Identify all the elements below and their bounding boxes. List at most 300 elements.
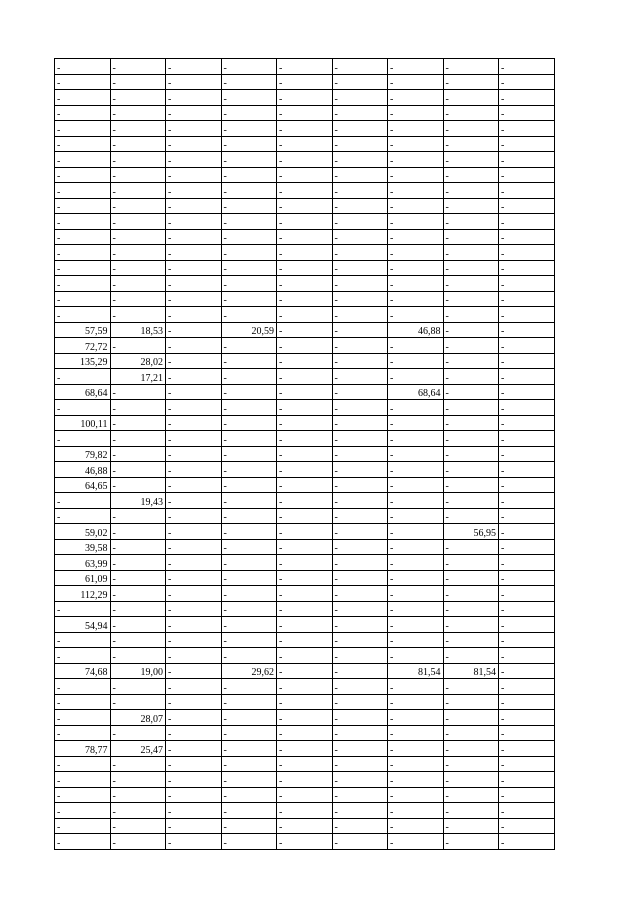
table-cell: - [332,276,388,292]
table-cell: - [388,818,444,834]
table-cell: - [277,152,333,168]
table-row [55,105,555,121]
table-row [55,493,555,509]
table-cell: - [110,136,166,152]
table-cell: - [499,415,555,431]
table-cell: - [110,834,166,850]
table-cell: - [388,214,444,230]
table-cell: - [388,229,444,245]
table-cell: - [166,555,222,571]
table-cell: - [166,446,222,462]
table-cell: - [55,803,111,819]
table-cell: - [499,276,555,292]
table-cell: - [443,756,499,772]
table-cell: - [388,353,444,369]
table-cell: 78,77 [55,741,111,757]
table-cell: - [332,524,388,540]
table-cell: - [110,59,166,75]
table-cell: - [388,446,444,462]
table-cell: - [499,818,555,834]
table-cell: - [443,555,499,571]
table-cell: - [332,152,388,168]
table-cell: - [277,245,333,261]
table-row [55,167,555,183]
table-cell: - [110,198,166,214]
table-cell: - [166,803,222,819]
table-row [55,803,555,819]
table-cell: - [166,291,222,307]
table-cell: - [443,291,499,307]
table-cell: - [388,307,444,323]
table-cell: - [332,617,388,633]
table-cell: - [332,694,388,710]
table-cell: - [499,462,555,478]
table-cell: - [499,632,555,648]
table-cell: - [55,291,111,307]
table-cell: - [443,648,499,664]
table-cell: - [388,369,444,385]
table-cell: - [110,384,166,400]
table-cell: - [499,772,555,788]
table-cell: - [332,136,388,152]
table-cell: 28,02 [110,353,166,369]
table-cell: - [388,694,444,710]
table-cell: - [221,462,277,478]
table-cell: 61,09 [55,570,111,586]
table-cell: - [388,648,444,664]
table-cell: - [499,260,555,276]
table-cell: - [166,90,222,106]
table-cell: - [277,338,333,354]
table-cell: - [166,818,222,834]
table-cell: - [166,586,222,602]
table-cell: - [499,617,555,633]
table-cell: - [55,152,111,168]
table-cell: - [443,462,499,478]
table-cell: 68,64 [388,384,444,400]
table-cell: - [332,400,388,416]
table-cell: - [499,245,555,261]
table-cell: - [221,260,277,276]
table-cell: - [388,834,444,850]
table-cell: - [110,539,166,555]
table-cell: - [277,772,333,788]
table-cell: - [499,291,555,307]
table-cell: - [166,384,222,400]
table-cell: - [166,787,222,803]
table-cell: - [332,663,388,679]
table-cell: - [332,121,388,137]
table-cell: - [221,136,277,152]
table-cell: - [110,617,166,633]
table-cell: - [277,462,333,478]
table-cell: - [221,617,277,633]
table-row [55,59,555,75]
table-row [55,787,555,803]
table-row [55,648,555,664]
table-row [55,90,555,106]
table-cell: - [55,632,111,648]
table-cell: - [110,570,166,586]
table-cell: - [221,477,277,493]
table-cell: - [388,105,444,121]
table-cell: - [166,679,222,695]
table-cell: - [166,260,222,276]
table-cell: - [443,152,499,168]
table-cell: - [443,136,499,152]
table-cell: 19,43 [110,493,166,509]
table-cell: - [388,167,444,183]
table-cell: - [55,725,111,741]
table-cell: - [332,338,388,354]
table-cell: - [332,586,388,602]
table-row [55,400,555,416]
table-cell: - [443,446,499,462]
table-cell: - [332,539,388,555]
table-cell: - [166,663,222,679]
table-cell: - [277,183,333,199]
table-cell: - [277,214,333,230]
table-cell: 72,72 [55,338,111,354]
table-cell: - [332,105,388,121]
table-row [55,818,555,834]
table-cell: - [166,508,222,524]
table-cell: - [388,586,444,602]
table-cell: - [332,431,388,447]
table-cell: 18,53 [110,322,166,338]
table-cell: - [388,276,444,292]
table-cell: - [499,322,555,338]
table-cell: - [221,152,277,168]
table-cell: - [277,276,333,292]
table-cell: - [166,183,222,199]
table-cell: - [499,229,555,245]
table-cell: - [277,74,333,90]
table-cell: - [443,276,499,292]
table-cell: - [443,245,499,261]
table-cell: - [221,555,277,571]
table-row [55,772,555,788]
table-cell: - [388,121,444,137]
table-cell: - [166,648,222,664]
table-cell: - [443,710,499,726]
table-cell: - [277,353,333,369]
table-cell: - [277,725,333,741]
table-cell: - [221,384,277,400]
table-cell: 29,62 [221,663,277,679]
table-cell: - [221,601,277,617]
table-cell: - [388,508,444,524]
table-row [55,229,555,245]
table-cell: - [166,415,222,431]
table-cell: - [499,214,555,230]
table-cell: - [499,679,555,695]
table-cell: - [166,152,222,168]
table-cell: - [166,400,222,416]
table-cell: - [332,59,388,75]
table-cell: - [55,214,111,230]
table-cell: - [443,384,499,400]
table-cell: - [110,508,166,524]
table-cell: - [221,725,277,741]
table-cell: - [110,167,166,183]
table-cell: - [166,617,222,633]
table-cell: - [277,741,333,757]
table-cell: - [277,136,333,152]
table-cell: - [443,167,499,183]
table-cell: - [221,834,277,850]
table-cell: 81,54 [388,663,444,679]
table-cell: - [166,539,222,555]
table-cell: - [277,818,333,834]
table-cell: - [332,245,388,261]
table-row [55,524,555,540]
table-cell: - [332,632,388,648]
table-cell: - [55,787,111,803]
table-cell: - [55,601,111,617]
table-cell: - [332,601,388,617]
table-cell: - [277,710,333,726]
table-cell: - [388,555,444,571]
table-cell: - [277,121,333,137]
table-cell: - [221,586,277,602]
table-cell: - [110,462,166,478]
table-row [55,353,555,369]
table-cell: - [277,632,333,648]
table-cell: - [388,291,444,307]
table-cell: - [55,710,111,726]
table-cell: - [332,167,388,183]
table-cell: - [221,59,277,75]
table-cell: - [166,431,222,447]
table-cell: - [277,384,333,400]
table-cell: - [221,679,277,695]
table-cell: - [221,198,277,214]
table-row [55,245,555,261]
table-cell: - [55,90,111,106]
table-cell: - [332,229,388,245]
table-cell: - [110,446,166,462]
table-cell: - [443,214,499,230]
table-cell: - [332,493,388,509]
table-cell: - [55,400,111,416]
table-cell: - [332,772,388,788]
table-cell: - [277,400,333,416]
table-cell: - [443,400,499,416]
table-cell: - [110,524,166,540]
table-cell: - [221,539,277,555]
table-cell: - [499,152,555,168]
table-cell: 100,11 [55,415,111,431]
table-cell: - [166,632,222,648]
table-cell: - [443,74,499,90]
table-cell: - [221,105,277,121]
table-cell: - [499,663,555,679]
table-row [55,756,555,772]
table-cell: - [110,400,166,416]
table-cell: - [221,229,277,245]
table-cell: - [166,725,222,741]
table-cell: - [55,260,111,276]
table-row [55,307,555,323]
table-cell: - [277,524,333,540]
table-cell: - [499,834,555,850]
table-cell: - [110,725,166,741]
table-cell: - [55,198,111,214]
table-cell: - [499,90,555,106]
table-cell: - [332,741,388,757]
table-cell: - [277,198,333,214]
table-row [55,152,555,168]
table-cell: - [166,307,222,323]
table-cell: - [443,617,499,633]
table-row [55,508,555,524]
table-cell: - [277,291,333,307]
table-cell: - [499,539,555,555]
table-cell: - [388,338,444,354]
table-cell: 63,99 [55,555,111,571]
table-cell: - [221,291,277,307]
table-cell: - [443,818,499,834]
table-cell: - [110,555,166,571]
table-row [55,555,555,571]
table-cell: - [55,694,111,710]
table-cell: - [55,369,111,385]
table-cell: - [221,245,277,261]
table-cell: - [388,524,444,540]
table-cell: - [221,493,277,509]
table-cell: - [499,183,555,199]
table-row [55,617,555,633]
table-row [55,539,555,555]
table-row [55,710,555,726]
table-cell: - [110,632,166,648]
table-cell: - [388,570,444,586]
table-cell: - [55,307,111,323]
table-cell: - [110,601,166,617]
table-cell: - [110,291,166,307]
table-cell: - [499,446,555,462]
table-cell: - [166,121,222,137]
table-cell: 46,88 [388,322,444,338]
table-cell: - [499,555,555,571]
table-cell: - [277,446,333,462]
table-cell: - [388,477,444,493]
table-cell: - [388,90,444,106]
table-row [55,663,555,679]
table-row [55,198,555,214]
table-cell: - [332,214,388,230]
table-cell: - [110,74,166,90]
table-cell: 28,07 [110,710,166,726]
table-cell: - [166,322,222,338]
table-cell: - [166,214,222,230]
table-cell: - [499,74,555,90]
table-row [55,601,555,617]
table-row [55,679,555,695]
table-cell: - [499,198,555,214]
table-cell: - [332,648,388,664]
table-cell: - [166,524,222,540]
table-cell: - [277,570,333,586]
table-cell: - [443,229,499,245]
table-cell: - [388,136,444,152]
table-cell: - [332,803,388,819]
table-cell: - [443,694,499,710]
table-cell: - [277,787,333,803]
table-cell: - [110,415,166,431]
table-row [55,136,555,152]
table-cell: - [110,586,166,602]
table-cell: - [277,477,333,493]
table-cell: - [499,136,555,152]
table-cell: 79,82 [55,446,111,462]
table-cell: - [221,818,277,834]
table-row [55,431,555,447]
table-cell: - [55,74,111,90]
table-cell: - [388,725,444,741]
table-cell: - [499,477,555,493]
table-cell: - [443,307,499,323]
table-row [55,632,555,648]
table-cell: - [55,648,111,664]
table-row [55,322,555,338]
table-cell: - [388,415,444,431]
table-cell: 56,95 [443,524,499,540]
table-cell: - [221,400,277,416]
table-cell: - [166,245,222,261]
table-cell: - [166,105,222,121]
table-cell: - [166,369,222,385]
table-cell: - [332,291,388,307]
table-cell: - [221,431,277,447]
table-cell: - [388,772,444,788]
table-cell: - [110,214,166,230]
table-cell: - [499,431,555,447]
table-cell: - [499,570,555,586]
table-cell: - [110,90,166,106]
table-cell: - [221,276,277,292]
table-cell: - [221,803,277,819]
table-cell: 19,00 [110,663,166,679]
table-cell: - [499,787,555,803]
table-row [55,415,555,431]
table-cell: - [221,570,277,586]
table-cell: - [443,322,499,338]
table-cell: - [221,694,277,710]
table-cell: - [166,59,222,75]
table-cell: - [277,260,333,276]
table-row [55,446,555,462]
table-cell: - [443,741,499,757]
table-cell: - [499,756,555,772]
table-cell: - [277,586,333,602]
table-row [55,338,555,354]
table-cell: - [443,772,499,788]
table-row [55,276,555,292]
table-cell: - [277,90,333,106]
table-cell: - [332,679,388,695]
table-cell: - [388,431,444,447]
table-cell: 81,54 [443,663,499,679]
table-cell: - [388,59,444,75]
table-cell: 39,58 [55,539,111,555]
table-row [55,570,555,586]
table-cell: - [221,307,277,323]
table-cell: - [443,601,499,617]
table-cell: - [110,105,166,121]
table-cell: 112,29 [55,586,111,602]
